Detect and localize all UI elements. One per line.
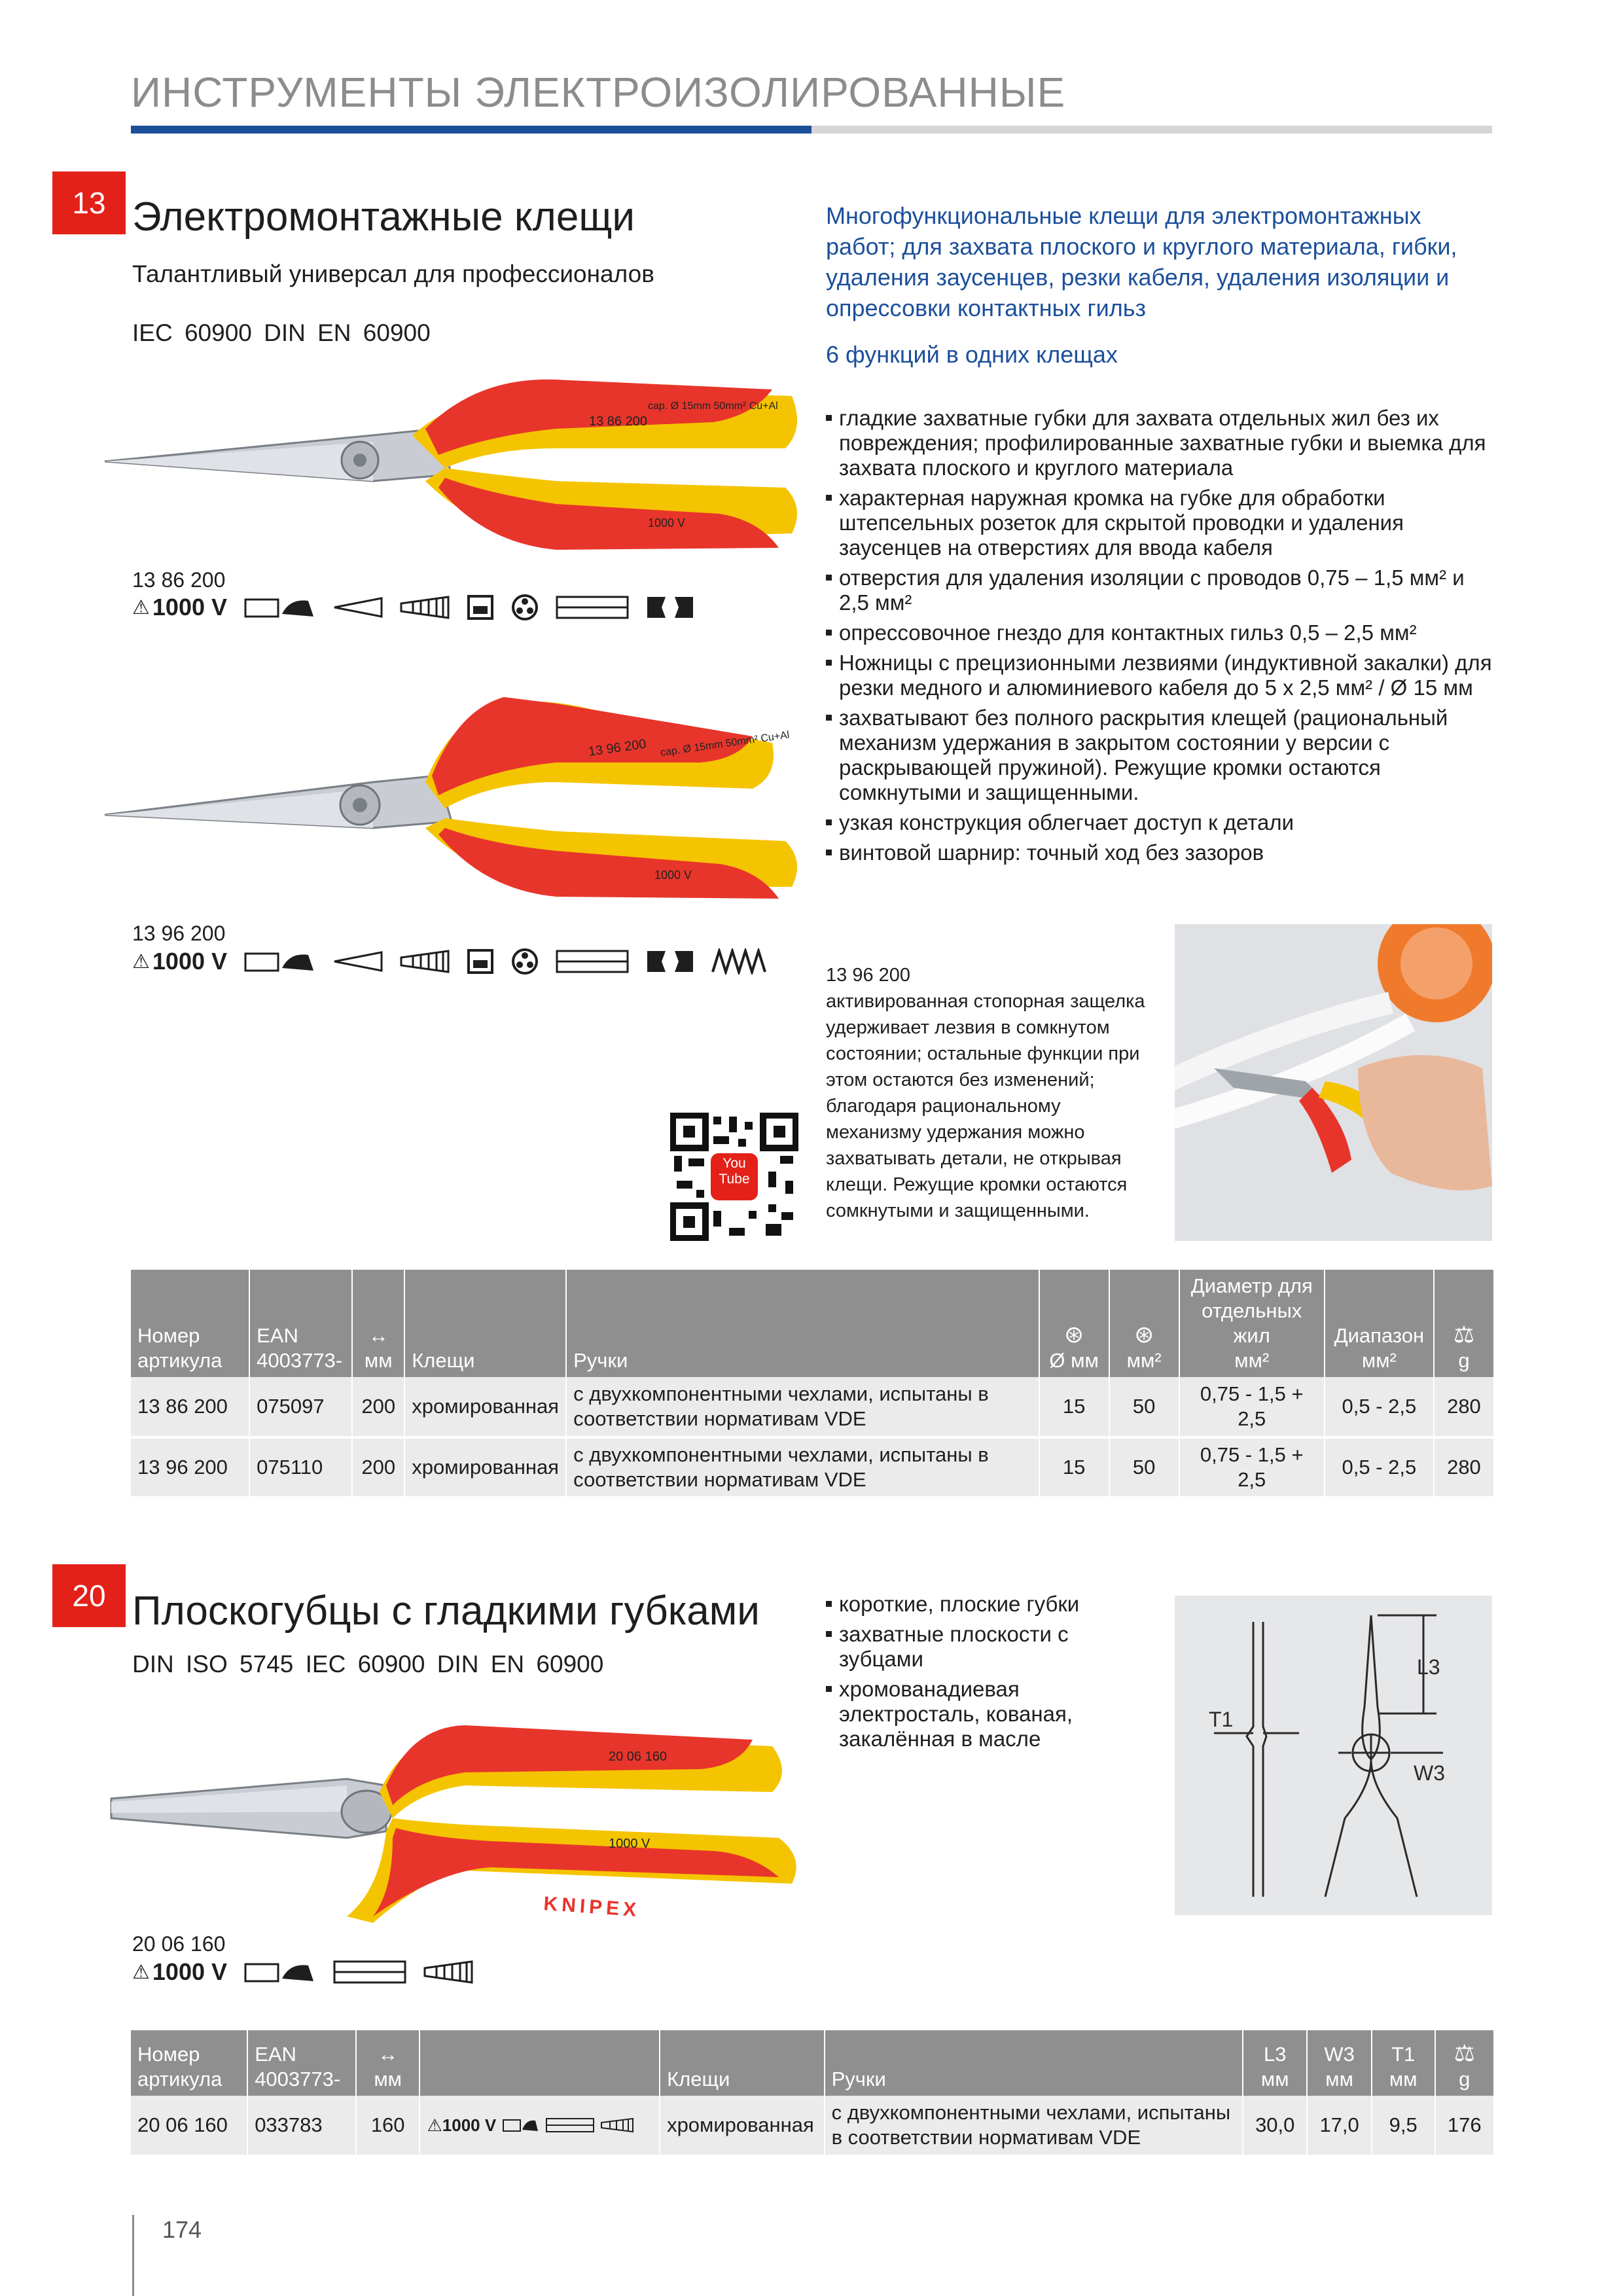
cell-weight: 280	[1434, 1437, 1493, 1498]
dimension-diagram	[1175, 1596, 1492, 1915]
cell-diameter: 15	[1039, 1377, 1109, 1437]
article-number: 13 96 200	[132, 922, 226, 945]
col-handles: Ручки	[825, 2030, 1243, 2096]
serrated-jaw-icon	[601, 2117, 633, 2134]
section-title: Электромонтажные клещи	[132, 194, 635, 240]
cell-handles: с двухкомпонентными чехлами, испытаны в соответствии нормативам VDE	[566, 1377, 1039, 1437]
header-rule-accent	[131, 126, 812, 134]
diagram-label-w3: W3	[1414, 1761, 1445, 1785]
vde-1000v-icon: ⚠ 1000 V	[132, 594, 228, 620]
cutter-icon	[646, 594, 694, 620]
taper-jaw-icon	[333, 594, 383, 620]
col-icons	[419, 2030, 660, 2096]
section-number-badge: 13	[52, 171, 126, 234]
vde-1000v-icon: ⚠ 1000 V	[132, 1958, 228, 1985]
cell-ean: 075110	[249, 1437, 352, 1498]
feature-item: Ножницы с прецизионными лезвиями (индуктивной закалки) для резки медного и алюминиевого кабеля до 5 x 2,5 мм² / Ø 15 мм	[826, 651, 1493, 700]
pliers-13-86-200-image	[98, 363, 805, 560]
cell-handles: с двухкомпонентными чехлами, испытаны в соответствии нормативам VDE	[566, 1437, 1039, 1498]
cell-length: 200	[352, 1377, 404, 1437]
pliers-print-article: 13 96 200	[587, 736, 647, 759]
feature-item: хромованадиевая электросталь, кованая, закалённая в масле	[826, 1677, 1133, 1751]
col-ean: EAN 4003773-	[247, 2030, 356, 2096]
standards: DIN ISO 5745 IEC 60900 DIN EN 60900	[132, 1651, 604, 1677]
spec-table-20	[131, 2030, 1493, 2157]
col-handles: Ручки	[566, 1270, 1039, 1377]
col-length: ↔ мм	[356, 2030, 420, 2096]
cell-ean: 075097	[249, 1377, 352, 1437]
col-article: Номер артикула	[131, 2030, 247, 2096]
crimp-icon	[467, 948, 494, 975]
strip-holes-icon: ⊛	[1134, 1321, 1154, 1348]
product-description: Многофункциональные клещи для электромонтажных работ; для захвата плоского и круглого материала, гибки, удаления заусенцев, резки кабеля, удаления изоляции и опрессовки контактных гильз	[826, 202, 1457, 321]
col-l3: L3 мм	[1243, 2030, 1307, 2096]
flat-jaw-icon	[556, 948, 629, 975]
note-block	[826, 962, 1160, 1224]
strip-holes-icon: ⊛	[1064, 1321, 1084, 1348]
diagram-label-t1: T1	[1209, 1708, 1234, 1731]
section-title: Плоскогубцы с гладкими губками	[132, 1588, 760, 1634]
hand-grip-icon	[503, 2117, 539, 2134]
strip-holes-icon	[511, 948, 539, 975]
note-article: 13 96 200	[826, 965, 911, 986]
spring-icon	[711, 948, 770, 975]
pliers-print-article: 20 06 160	[609, 1749, 667, 1764]
length-arrow-icon: ↔	[378, 2043, 399, 2066]
cell-range: 0,5 - 2,5	[1325, 1377, 1434, 1437]
note-text: активированная стопорная защелка удерживает лезвия в сомкнутом состоянии; остальные функции при этом остаются без изменений; благодаря рациональному механизму удержания можно захватывать детали, не открывая клещи. Режущие кромки остаются сомкнутыми и защищенными.	[826, 991, 1145, 1221]
cutter-icon	[646, 948, 694, 975]
pliers-13-96-200-image	[98, 684, 805, 906]
scale-icon: ⚖	[1454, 2039, 1475, 2066]
pliers-print-capacity: cap. Ø 15mm 50mm² Cu+Al	[648, 401, 778, 412]
cell-weight: 280	[1434, 1377, 1493, 1437]
cell-cross-section: 50	[1109, 1377, 1179, 1437]
cell-l3: 30,0	[1243, 2096, 1307, 2156]
section-subtitle: Талантливый универсал для профессионалов	[132, 260, 654, 287]
feature-item: захватные плоскости с зубцами	[826, 1622, 1133, 1672]
cell-pliers: хромированная	[660, 2096, 825, 2156]
col-ean: EAN 4003773-	[249, 1270, 352, 1377]
col-range: Диапазон мм²	[1325, 1270, 1434, 1377]
cell-icons	[419, 2096, 660, 2156]
pliers-print-voltage: 1000 V	[648, 516, 686, 529]
diagram-label-l3: L3	[1417, 1655, 1440, 1679]
pliers-print-voltage: 1000 V	[609, 1837, 651, 1851]
feature-icons-row	[132, 946, 770, 977]
cell-article: 13 96 200	[131, 1437, 249, 1498]
cell-pliers: хромированная	[404, 1377, 566, 1437]
col-article: Номер артикула	[131, 1270, 249, 1377]
article-number: 13 86 200	[132, 568, 226, 592]
functions-tagline: 6 функций в одних клещах	[826, 341, 1118, 368]
cell-pliers: хромированная	[404, 1437, 566, 1498]
taper-jaw-icon	[333, 948, 383, 975]
cell-cross-section: 50	[1109, 1437, 1179, 1498]
cell-length: 160	[356, 2096, 420, 2156]
col-weight: ⚖ g	[1435, 2030, 1493, 2096]
col-w3: W3 мм	[1307, 2030, 1371, 2096]
col-diameter: ⊛ Ø мм	[1039, 1270, 1109, 1377]
serrated-jaw-icon	[423, 1959, 473, 1985]
feature-icons-row	[132, 1957, 473, 1987]
page-header-title: ИНСТРУМЕНТЫ ЭЛЕКТРОИЗОЛИРОВАННЫЕ	[131, 69, 1066, 116]
cell-ean: 033783	[247, 2096, 356, 2156]
feature-item: отверстия для удаления изоляции с проводов 0,75 – 1,5 мм² и 2,5 мм²	[826, 565, 1493, 615]
section-number-badge: 20	[52, 1564, 126, 1627]
flat-jaw-icon	[333, 1959, 406, 1985]
cell-weight: 176	[1435, 2096, 1493, 2156]
hand-grip-icon	[244, 948, 316, 975]
length-arrow-icon: ↔	[368, 1324, 389, 1347]
cell-article: 20 06 160	[131, 2096, 247, 2156]
crimp-icon	[467, 594, 494, 620]
pliers-print-article: 13 86 200	[589, 414, 647, 429]
flat-jaw-icon	[556, 594, 629, 620]
cell-w3: 17,0	[1307, 2096, 1371, 2156]
standards: IEC 60900 DIN EN 60900	[132, 319, 431, 346]
brand-logo: KNIPEX	[543, 1893, 641, 1922]
strip-holes-icon	[511, 594, 539, 620]
col-length: ↔ мм	[352, 1270, 404, 1377]
col-cross-section: ⊛ мм²	[1109, 1270, 1179, 1377]
cell-length: 200	[352, 1437, 404, 1498]
feature-item: захватывают без полного раскрытия клещей (рациональный механизм удержания в закрытом состоянии у версии с раскрывающей пружиной). Режущие кромки остаются сомкнутыми и защищенными.	[826, 706, 1493, 805]
serrated-jaw-icon	[400, 948, 450, 975]
page-number: 174	[162, 2216, 202, 2243]
pliers-print-voltage: 1000 V	[654, 869, 692, 882]
spec-table-13	[131, 1270, 1493, 1499]
cell-range: 0,5 - 2,5	[1325, 1437, 1434, 1498]
table-row	[131, 1437, 1493, 1498]
cell-wire: 0,75 - 1,5 + 2,5	[1179, 1377, 1325, 1437]
feature-list	[826, 1592, 1133, 1757]
serrated-jaw-icon	[400, 594, 450, 620]
col-t1: T1 мм	[1372, 2030, 1435, 2096]
scale-icon: ⚖	[1453, 1321, 1475, 1348]
hand-grip-icon	[244, 594, 316, 620]
article-number: 20 06 160	[132, 1932, 226, 1956]
table-row	[131, 2096, 1493, 2156]
col-pliers: Клещи	[660, 2030, 825, 2096]
hand-grip-icon	[244, 1959, 316, 1985]
flat-jaw-icon	[546, 2117, 594, 2134]
pliers-20-06-160-image	[98, 1720, 805, 1936]
pliers-print-capacity: cap. Ø 15mm 50mm² Cu+Al	[660, 729, 791, 759]
cell-handles: с двухкомпонентными чехлами, испытаны в соответствии нормативам VDE	[825, 2096, 1243, 2156]
feature-item: винтовой шарнир: точный ход без зазоров	[826, 840, 1493, 865]
footer-rule	[132, 2215, 134, 2296]
usage-photo	[1175, 924, 1492, 1241]
feature-list	[826, 406, 1493, 870]
feature-item: опрессовочное гнездо для контактных гильз 0,5 – 2,5 мм²	[826, 620, 1493, 645]
vde-1000v-icon: ⚠ 1000 V	[132, 948, 228, 975]
cell-t1: 9,5	[1372, 2096, 1435, 2156]
cell-wire: 0,75 - 1,5 + 2,5	[1179, 1437, 1325, 1498]
cell-diameter: 15	[1039, 1437, 1109, 1498]
feature-item: характерная наружная кромка на губке для обработки штепсельных розеток для скрытой проводки и удаления заусенцев на отверстиях для ввода кабеля	[826, 486, 1493, 560]
col-weight: ⚖ g	[1434, 1270, 1493, 1377]
cell-article: 13 86 200	[131, 1377, 249, 1437]
feature-item: гладкие захватные губки для захвата отдельных жил без их повреждения; профилированные захватные губки и выемка для захвата плоского и круглого материала	[826, 406, 1493, 480]
youtube-icon: You Tube	[719, 1156, 750, 1187]
col-pliers: Клещи	[404, 1270, 566, 1377]
feature-item: короткие, плоские губки	[826, 1592, 1133, 1617]
feature-item: узкая конструкция облегчает доступ к детали	[826, 810, 1493, 835]
vde-1000v-icon: ⚠1000 V	[427, 2115, 497, 2135]
col-wire-diameter: Диаметр для отдельных жил мм²	[1179, 1270, 1325, 1377]
table-row	[131, 1377, 1493, 1437]
feature-icons-row	[132, 592, 694, 622]
